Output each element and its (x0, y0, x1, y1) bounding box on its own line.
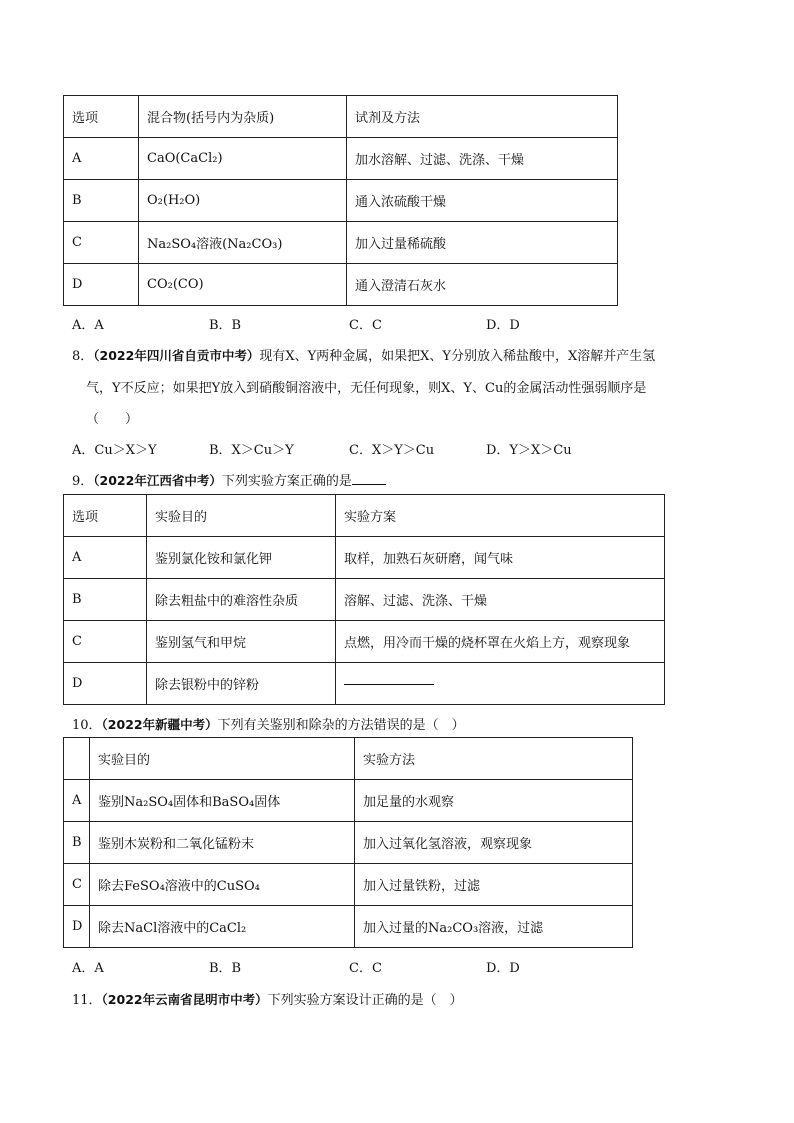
table-cell: 除去粗盐中的难溶性杂质 (147, 579, 336, 621)
table-cell: 通入澄清石灰水 (347, 264, 618, 306)
table-row (64, 621, 665, 663)
table-cell: C (64, 621, 147, 663)
table-cell: 鉴别氢气和甲烷 (147, 621, 336, 663)
table-header-row (64, 495, 665, 537)
option-b: B．B (209, 961, 242, 976)
answer-blank (344, 683, 434, 685)
table-row (64, 822, 633, 864)
option-c: C．X＞Y＞Cu (349, 443, 435, 458)
table-cell: 加入过量的Na₂CO₃溶液，过滤 (355, 906, 633, 948)
question-text: 下列有关鉴别和除杂的方法错误的是（ ） (217, 718, 465, 733)
question-number: 10． (72, 718, 102, 733)
table-cell: 点燃，用冷而干燥的烧杯罩在火焰上方，观察现象 (336, 621, 665, 663)
table-row (64, 780, 633, 822)
table-cell: 通入浓硫酸干燥 (347, 180, 618, 222)
table-row (64, 138, 618, 180)
table-cell: 加足量的水观察 (355, 780, 633, 822)
table-cell: C (64, 222, 139, 264)
option-c: C．C (349, 318, 382, 333)
table-row (64, 906, 633, 948)
table-cell: 鉴别氯化铵和氯化钾 (147, 537, 336, 579)
table-header-cell: 混合物(括号内为杂质) (139, 96, 347, 138)
table-row (64, 180, 618, 222)
table-row (64, 864, 633, 906)
table-header-cell: 实验方案 (336, 495, 665, 537)
table-row (64, 663, 665, 705)
question-9 (72, 470, 386, 489)
table-cell: 鉴别Na₂SO₄固体和BaSO₄固体 (90, 780, 355, 822)
table-cell: B (64, 822, 90, 864)
question-8-line2: 气，Y不反应；如果把Y放入到硝酸铜溶液中，无任何现象，则X、Y、Cu的金属活动性强弱顺序是 (86, 381, 647, 396)
question-number: 11． (72, 993, 102, 1008)
question-text: 下列实验方案正确的是 (221, 474, 352, 489)
table-cell: 加水溶解、过滤、洗涤、干燥 (347, 138, 618, 180)
option-d: D．D (486, 961, 520, 976)
question-8-answer-paren: （ ） (86, 412, 139, 427)
table-header-cell: 选项 (64, 495, 147, 537)
table-cell: 加入过氧化氢溶液，观察现象 (355, 822, 633, 864)
table-cell: CO₂(CO) (139, 264, 347, 306)
table-cell: 加入过量稀硫酸 (347, 222, 618, 264)
table-cell: 取样，加熟石灰研磨，闻气味 (336, 537, 665, 579)
option-a: A．A (72, 961, 104, 976)
option-c: C．C (349, 961, 382, 976)
question-source: （2022年四川省自贡市中考） (93, 348, 260, 363)
table-cell: A (64, 138, 139, 180)
table-header-row (64, 738, 633, 780)
question-10 (72, 714, 465, 733)
table-cell: D (64, 663, 147, 705)
answer-blank (352, 472, 386, 485)
question-text: 下列实验方案设计正确的是（ ） (267, 993, 463, 1008)
table-cell: D (64, 264, 139, 306)
table-cell: B (64, 180, 139, 222)
table-cell: C (64, 864, 90, 906)
option-d: D．Y＞X＞Cu (486, 443, 572, 458)
table-row (64, 579, 665, 621)
table-header-cell: 选项 (64, 96, 139, 138)
table-cell-blank (336, 663, 665, 705)
option-b: B．B (209, 318, 242, 333)
table-cell: O₂(H₂O) (139, 180, 347, 222)
table-row (64, 222, 618, 264)
reagent-method-table (63, 95, 618, 306)
table-row (64, 537, 665, 579)
table-header-row (64, 96, 618, 138)
table-cell: D (64, 906, 90, 948)
table-cell: A (64, 780, 90, 822)
question-number: 8． (72, 349, 94, 364)
option-a: A．A (72, 318, 104, 333)
identification-removal-table (63, 737, 633, 948)
question-number: 9． (72, 474, 94, 489)
question-text: 现有X、Y两种金属，如果把X、Y分别放入稀盐酸中，X溶解并产生氢 (259, 349, 656, 364)
table-cell: 除去银粉中的锌粉 (147, 663, 336, 705)
question-11 (72, 989, 463, 1008)
option-d: D．D (486, 318, 520, 333)
question-source: （2022年新疆中考） (101, 717, 218, 732)
table-cell: 鉴别木炭粉和二氧化锰粉末 (90, 822, 355, 864)
table-header-cell: 实验目的 (90, 738, 355, 780)
table-header-cell (64, 738, 90, 780)
table-cell: A (64, 537, 147, 579)
table-cell: 除去NaCl溶液中的CaCl₂ (90, 906, 355, 948)
table-cell: 加入过量铁粉，过滤 (355, 864, 633, 906)
table-cell: CaO(CaCl₂) (139, 138, 347, 180)
table-header-cell: 实验目的 (147, 495, 336, 537)
option-a: A．Cu＞X＞Y (72, 443, 157, 458)
table-cell: Na₂SO₄溶液(Na₂CO₃) (139, 222, 347, 264)
table-cell: B (64, 579, 147, 621)
experiment-plan-table (63, 494, 665, 705)
table-cell: 溶解、过滤、洗涤、干燥 (336, 579, 665, 621)
question-source: （2022年云南省昆明市中考） (101, 992, 268, 1007)
option-b: B．X＞Cu＞Y (209, 443, 294, 458)
question-8-line1 (72, 345, 655, 364)
table-cell: 除去FeSO₄溶液中的CuSO₄ (90, 864, 355, 906)
question-source: （2022年江西省中考） (93, 473, 222, 488)
table-header-cell: 试剂及方法 (347, 96, 618, 138)
table-header-cell: 实验方法 (355, 738, 633, 780)
table-row (64, 264, 618, 306)
